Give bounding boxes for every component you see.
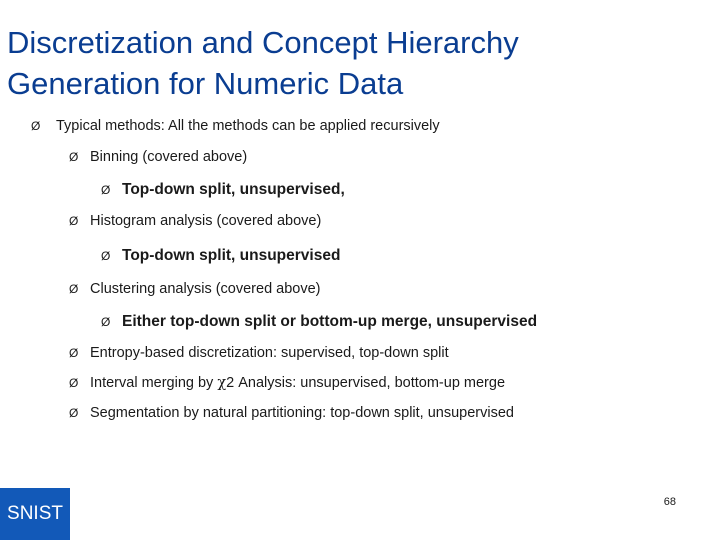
arrow-bullet-icon: Ø (69, 282, 79, 296)
slide-title-line-1: Discretization and Concept Hierarchy (7, 25, 519, 60)
bullet-text: Typical methods: All the methods can be applied recursively (56, 118, 440, 134)
sub-bullet-clustering (101, 313, 537, 331)
snist-logo-box (0, 488, 70, 540)
text-before-chi: Interval merging by (90, 375, 218, 391)
bullet-text: Entropy-based discretization: supervised, top-down split (90, 345, 449, 361)
arrow-bullet-icon: Ø (69, 346, 79, 360)
slide-title (7, 22, 707, 104)
arrow-bullet-icon: Ø (69, 376, 79, 390)
sub-bullet-histogram (101, 247, 340, 265)
sub-bullet-text: Top-down split, unsupervised, (122, 181, 345, 198)
chi-superscript: 2 (226, 375, 235, 391)
arrow-bullet-icon: Ø (31, 119, 41, 133)
bullet-entropy (69, 345, 449, 361)
bullet-histogram (69, 213, 321, 229)
page-number: 68 (663, 496, 676, 508)
bullet-segmentation (69, 405, 514, 421)
bullet-text: Segmentation by natural partitioning: top-down split, unsupervised (90, 405, 514, 421)
bullet-typical-methods (31, 118, 440, 134)
bullet-text: Clustering analysis (covered above) (90, 281, 321, 297)
arrow-bullet-icon: Ø (69, 406, 79, 420)
arrow-bullet-icon: Ø (101, 183, 111, 197)
snist-logo-text: SNIST (7, 503, 63, 524)
sub-bullet-binning (101, 181, 345, 199)
bullet-text: Histogram analysis (covered above) (90, 213, 322, 229)
text-after-chi: Analysis: unsupervised, bottom-up merge (234, 375, 506, 391)
chi-symbol: χ (217, 375, 227, 391)
sub-bullet-text: Either top-down split or bottom-up merge, unsupervised (122, 313, 538, 330)
arrow-bullet-icon: Ø (69, 214, 79, 228)
arrow-bullet-icon: Ø (101, 249, 111, 263)
bullet-clustering (69, 281, 321, 297)
bullet-text: Binning (covered above) (90, 149, 248, 165)
arrow-bullet-icon: Ø (101, 315, 111, 329)
slide-title-line-2: Generation for Numeric Data (7, 66, 404, 101)
bullet-binning (69, 149, 247, 165)
sub-bullet-text: Top-down split, unsupervised (122, 247, 341, 264)
arrow-bullet-icon: Ø (69, 150, 79, 164)
bullet-interval-merging (69, 375, 505, 391)
bullet-text (90, 375, 505, 391)
